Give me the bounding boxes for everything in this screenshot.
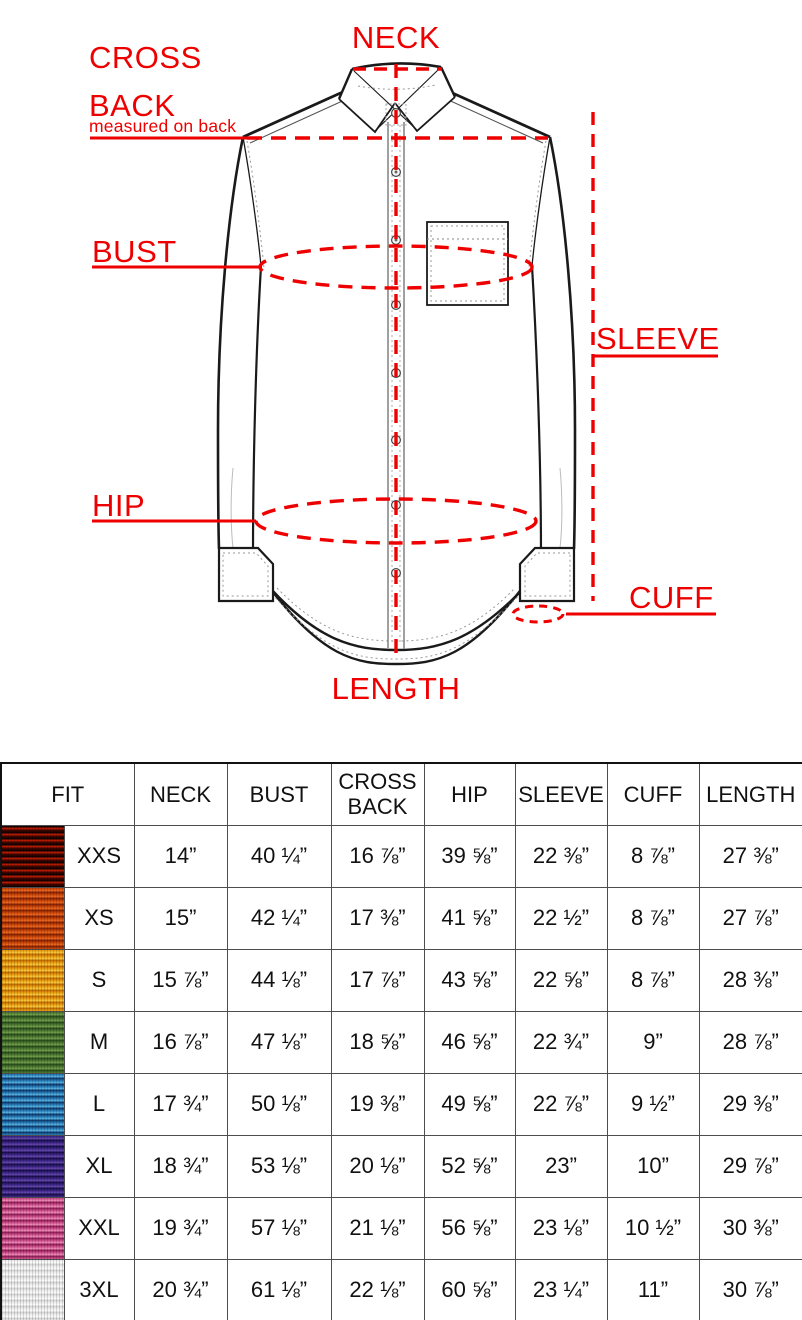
golden-fabric-swatch xyxy=(1,949,64,1011)
size-row-m xyxy=(1,1011,802,1073)
size-row-xl xyxy=(1,1135,802,1197)
hip-label: HIP xyxy=(92,488,146,523)
col-header-bust: BUST xyxy=(227,763,331,825)
cell-cuff: 9 ½” xyxy=(607,1073,699,1135)
cell-length: 27 ⅜” xyxy=(699,825,802,887)
fit-size-label: L xyxy=(64,1073,134,1135)
cell-length: 27 ⅞” xyxy=(699,887,802,949)
cell-bust: 47 ⅛” xyxy=(227,1011,331,1073)
cell-cuff: 9” xyxy=(607,1011,699,1073)
col-header-cuff: CUFF xyxy=(607,763,699,825)
size-chart-table xyxy=(0,762,802,1320)
cell-sleeve: 23 ⅛” xyxy=(515,1197,607,1259)
cuff-measure-ellipse xyxy=(513,606,563,622)
col-header-sleeve: SLEEVE xyxy=(515,763,607,825)
black-red-fabric-swatch xyxy=(1,825,64,887)
cell-cross-back: 21 ⅛” xyxy=(331,1197,424,1259)
cell-cuff: 8 ⅞” xyxy=(607,825,699,887)
cell-neck: 14” xyxy=(134,825,227,887)
cross-back-note: measured on back xyxy=(89,116,237,136)
cell-neck: 15 ⅞” xyxy=(134,949,227,1011)
shirt-chest-pocket xyxy=(427,222,508,305)
cell-sleeve: 23 ¼” xyxy=(515,1259,607,1320)
fit-size-label: XXS xyxy=(64,825,134,887)
cell-neck: 19 ¾” xyxy=(134,1197,227,1259)
cell-sleeve: 23” xyxy=(515,1135,607,1197)
cell-neck: 16 ⅞” xyxy=(134,1011,227,1073)
cell-length: 29 ⅞” xyxy=(699,1135,802,1197)
cell-sleeve: 22 ⅞” xyxy=(515,1073,607,1135)
col-header-fit: FIT xyxy=(1,763,134,825)
fit-size-label: S xyxy=(64,949,134,1011)
length-label: LENGTH xyxy=(331,671,461,706)
cell-bust: 57 ⅛” xyxy=(227,1197,331,1259)
cell-hip: 46 ⅝” xyxy=(424,1011,515,1073)
cell-length: 28 ⅜” xyxy=(699,949,802,1011)
cell-neck: 20 ¾” xyxy=(134,1259,227,1320)
fit-size-label: 3XL xyxy=(64,1259,134,1320)
size-row-l xyxy=(1,1073,802,1135)
cell-sleeve: 22 ¾” xyxy=(515,1011,607,1073)
cell-hip: 41 ⅝” xyxy=(424,887,515,949)
cell-length: 29 ⅜” xyxy=(699,1073,802,1135)
cell-cross-back: 19 ⅜” xyxy=(331,1073,424,1135)
cell-cross-back: 17 ⅞” xyxy=(331,949,424,1011)
cuff-label: CUFF xyxy=(629,580,714,615)
cell-hip: 43 ⅝” xyxy=(424,949,515,1011)
cell-cuff: 11” xyxy=(607,1259,699,1320)
cell-cuff: 8 ⅞” xyxy=(607,887,699,949)
cell-cuff: 10 ½” xyxy=(607,1197,699,1259)
bust-label: BUST xyxy=(92,234,177,269)
cell-bust: 40 ¼” xyxy=(227,825,331,887)
cell-neck: 17 ¾” xyxy=(134,1073,227,1135)
col-header-hip: HIP xyxy=(424,763,515,825)
cell-cross-back: 16 ⅞” xyxy=(331,825,424,887)
size-row-xxl xyxy=(1,1197,802,1259)
fit-size-label: XS xyxy=(64,887,134,949)
cell-bust: 53 ⅛” xyxy=(227,1135,331,1197)
cross-back-label-line1: CROSS xyxy=(89,40,202,75)
blue-fabric-swatch xyxy=(1,1073,64,1135)
cell-sleeve: 22 ⅝” xyxy=(515,949,607,1011)
cell-bust: 50 ⅛” xyxy=(227,1073,331,1135)
cell-length: 28 ⅞” xyxy=(699,1011,802,1073)
fit-size-label: XXL xyxy=(64,1197,134,1259)
cell-sleeve: 22 ⅜” xyxy=(515,825,607,887)
size-row-s xyxy=(1,949,802,1011)
cell-neck: 15” xyxy=(134,887,227,949)
cell-cuff: 10” xyxy=(607,1135,699,1197)
fit-size-label: XL xyxy=(64,1135,134,1197)
cell-hip: 49 ⅝” xyxy=(424,1073,515,1135)
purple-fabric-swatch xyxy=(1,1135,64,1197)
cell-cuff: 8 ⅞” xyxy=(607,949,699,1011)
col-header-neck: NECK xyxy=(134,763,227,825)
cell-hip: 52 ⅝” xyxy=(424,1135,515,1197)
cell-cross-back: 18 ⅝” xyxy=(331,1011,424,1073)
size-row-xxs xyxy=(1,825,802,887)
cell-sleeve: 22 ½” xyxy=(515,887,607,949)
size-row-xs xyxy=(1,887,802,949)
green-fabric-swatch xyxy=(1,1011,64,1073)
header-row xyxy=(1,763,802,825)
orange-red-fabric-swatch xyxy=(1,887,64,949)
pink-fabric-swatch xyxy=(1,1197,64,1259)
cell-cross-back: 22 ⅛” xyxy=(331,1259,424,1320)
size-row-3xl xyxy=(1,1259,802,1320)
col-header-cross-back: CROSS BACK xyxy=(331,763,424,825)
cell-hip: 60 ⅝” xyxy=(424,1259,515,1320)
cell-hip: 39 ⅝” xyxy=(424,825,515,887)
cell-cross-back: 17 ⅜” xyxy=(331,887,424,949)
col-header-length: LENGTH xyxy=(699,763,802,825)
white-fabric-swatch xyxy=(1,1259,64,1320)
cell-hip: 56 ⅝” xyxy=(424,1197,515,1259)
cell-cross-back: 20 ⅛” xyxy=(331,1135,424,1197)
cell-length: 30 ⅜” xyxy=(699,1197,802,1259)
cell-length: 30 ⅞” xyxy=(699,1259,802,1320)
cell-neck: 18 ¾” xyxy=(134,1135,227,1197)
cross-back-label-line2: BACK xyxy=(89,88,176,123)
cell-bust: 44 ⅛” xyxy=(227,949,331,1011)
neck-label: NECK xyxy=(351,20,441,55)
size-table-body xyxy=(1,825,802,1320)
cell-bust: 42 ¼” xyxy=(227,887,331,949)
sleeve-label: SLEEVE xyxy=(596,321,720,356)
fit-size-label: M xyxy=(64,1011,134,1073)
cell-bust: 61 ⅛” xyxy=(227,1259,331,1320)
